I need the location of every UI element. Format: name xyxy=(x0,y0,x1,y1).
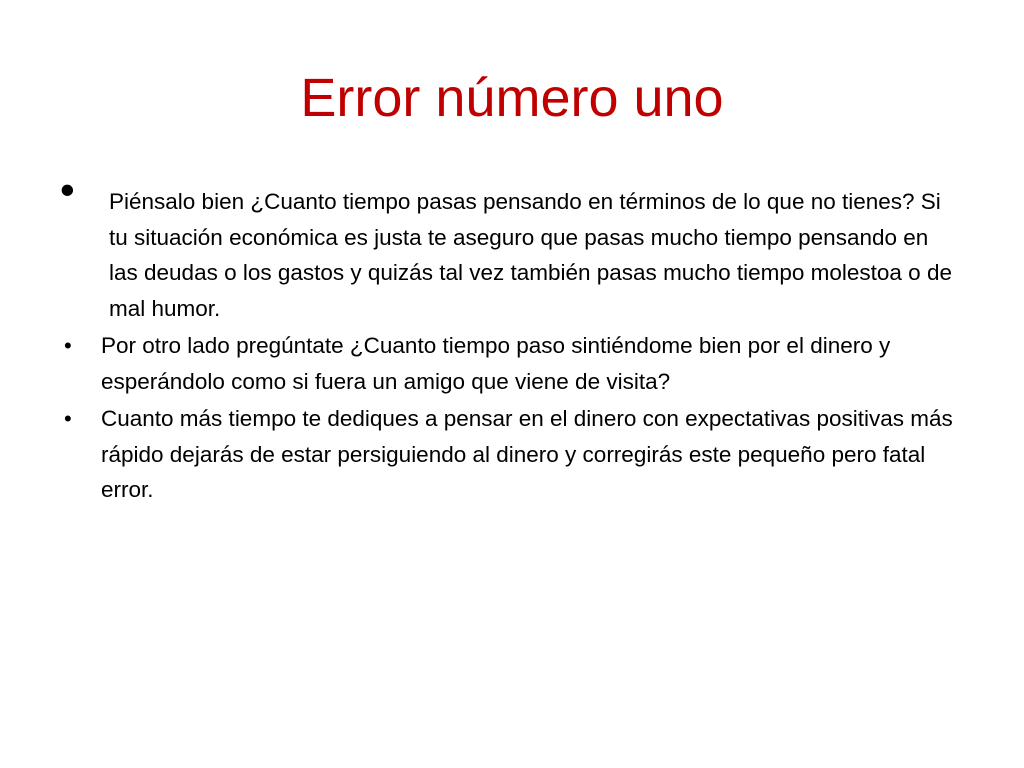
bullet-icon: • xyxy=(64,333,72,358)
bullet-item xyxy=(60,401,960,508)
bullet-item xyxy=(60,166,960,326)
bullet-text: Por otro lado pregúntate ¿Cuanto tiempo paso sintiéndome bien por el dinero y esperándolo como si fuera un amigo que viene de visita? xyxy=(101,333,891,394)
bullet-item xyxy=(60,328,960,399)
bullet-list xyxy=(60,166,960,510)
bullet-text: Cuanto más tiempo te dediques a pensar en el dinero con expectativas positivas más rápido dejarás de estar persiguiendo al dinero y corregirás este pequeño pero fatal error. xyxy=(101,406,953,502)
bullet-icon: • xyxy=(64,406,72,431)
bullet-icon: • xyxy=(60,166,75,213)
slide-title: Error número uno xyxy=(300,68,724,128)
bullet-text: Piénsalo bien ¿Cuanto tiempo pasas pensando en términos de lo que no tienes? Si tu situación económica es justa te aseguro que pasas mucho tiempo pensando en las deudas o los gastos y quizás tal vez también pasas mucho tiempo molestoa o de mal humor. xyxy=(109,189,952,321)
